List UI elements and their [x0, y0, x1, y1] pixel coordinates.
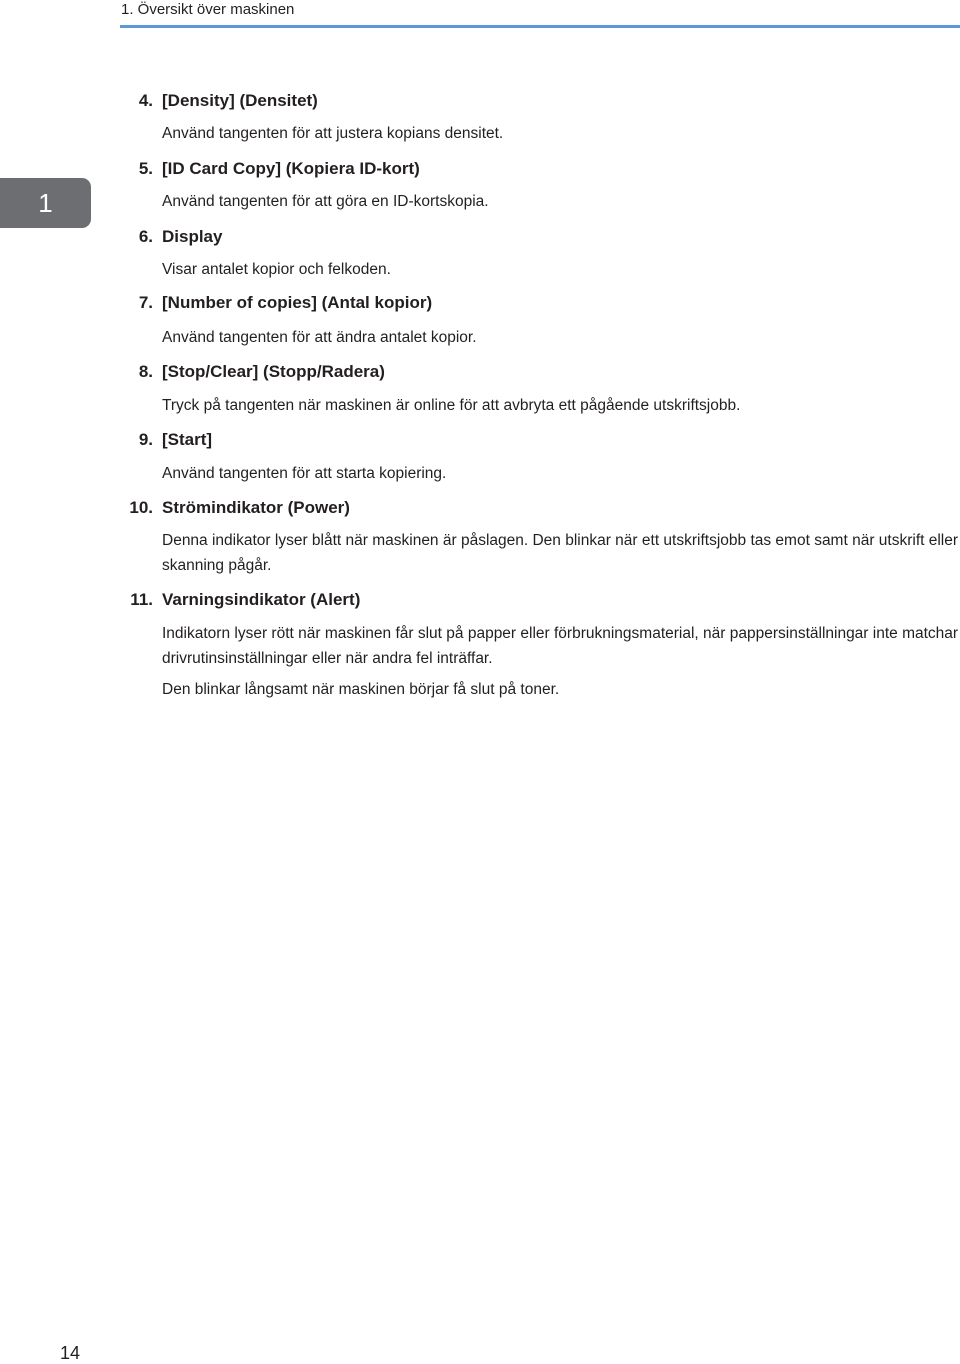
item-title: [Density] (Densitet) — [162, 91, 318, 110]
item-title: Varningsindikator (Alert) — [162, 590, 361, 609]
item-title: [Start] — [162, 430, 213, 449]
item-description: Använd tangenten för att ändra antalet kopior. — [162, 329, 477, 346]
item-title: Display — [162, 227, 223, 246]
item-description: Tryck på tangenten när maskinen är online för att avbryta ett pågående utskriftsjobb. — [162, 397, 741, 414]
item-title: [Number of copies] (Antal kopior) — [162, 293, 433, 312]
chapter-tab: 1 — [0, 178, 91, 228]
item-description: Använd tangenten för att göra en ID-kortskopia. — [162, 193, 489, 210]
item-number: 9. — [138, 430, 153, 449]
item-description: Visar antalet kopior och felkoden. — [162, 261, 391, 278]
item-number: 10. — [129, 498, 153, 517]
item-description: Använd tangenten för att starta kopiering. — [162, 465, 447, 482]
item-number: 4. — [138, 91, 153, 110]
item-number: 6. — [138, 227, 153, 246]
header-rule — [120, 25, 960, 28]
item-description: Denna indikator lyser blått när maskinen är påslagen. Den blinkar när ett utskriftsjobb tas emot samt när utskrift eller skanning pågår. — [162, 532, 959, 574]
item-number: 8. — [138, 362, 153, 381]
item-number: 11. — [130, 590, 153, 609]
item-description: Använd tangenten för att justera kopians densitet. — [162, 125, 504, 142]
item-description: Den blinkar långsamt när maskinen börjar få slut på toner. — [162, 681, 560, 698]
item-number: 7. — [138, 293, 153, 312]
item-number: 5. — [138, 159, 153, 178]
item-title: [ID Card Copy] (Kopiera ID-kort) — [162, 159, 420, 178]
running-header: 1. Översikt över maskinen — [121, 1, 295, 18]
page-number: 14 — [60, 1343, 81, 1363]
item-title: [Stop/Clear] (Stopp/Radera) — [162, 362, 385, 381]
item-description: Indikatorn lyser rött när maskinen får slut på papper eller förbrukningsmaterial, när pappersinställningar inte matchar drivrutinsinställningar eller när andra fel inträffar. — [162, 625, 959, 667]
item-title: Strömindikator (Power) — [162, 498, 350, 517]
